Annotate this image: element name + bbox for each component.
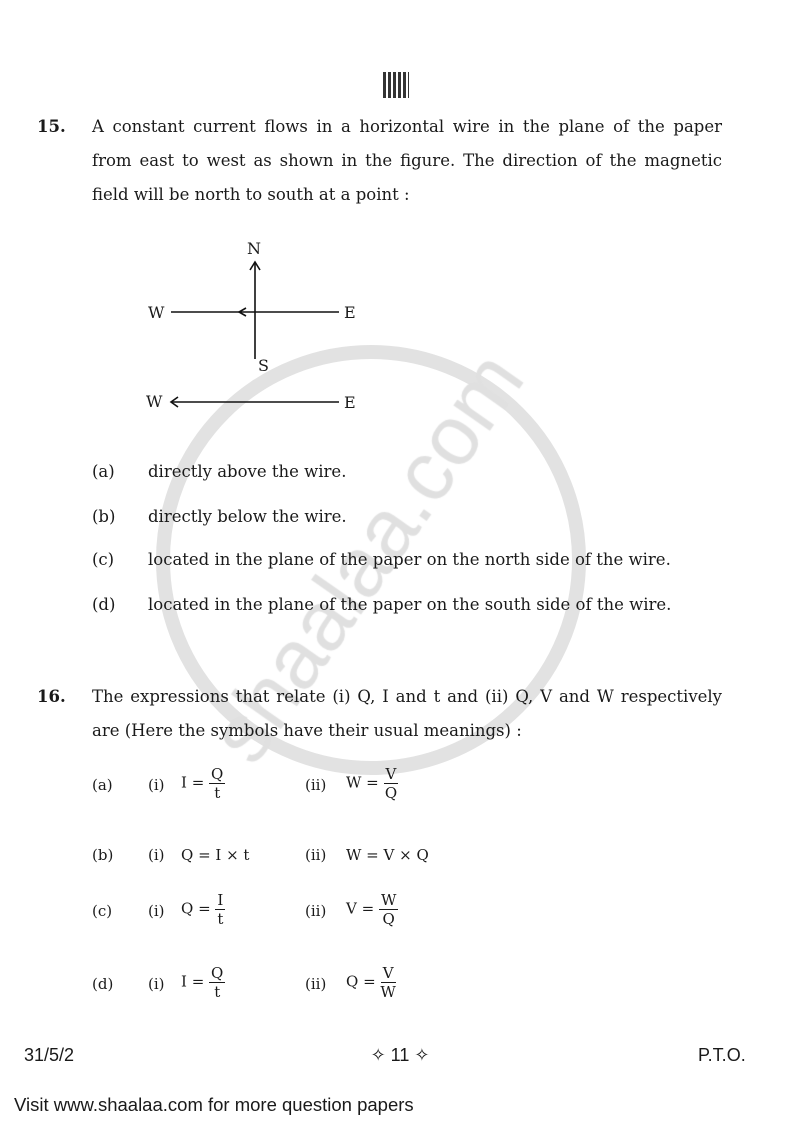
option-text: directly below the wire.: [148, 507, 347, 526]
denominator: t: [214, 784, 221, 802]
option-label: (b): [92, 846, 114, 864]
label-north: N: [247, 239, 261, 258]
lhs: I =: [181, 972, 205, 991]
pto-label: P.T.O.: [698, 1045, 746, 1065]
label-west: W: [146, 392, 163, 411]
part-ii-label: (ii): [305, 846, 327, 864]
fraction: [209, 964, 225, 1001]
lhs: W =: [346, 773, 379, 792]
numerator: Q: [211, 964, 224, 982]
numerator: W: [380, 891, 397, 909]
option-label: (d): [92, 975, 114, 993]
option-label: (c): [92, 902, 113, 920]
part-ii-label: (ii): [305, 902, 327, 920]
label-south: S: [258, 356, 269, 375]
visit-link[interactable]: Visit www.shaalaa.com for more question papers: [14, 1094, 414, 1115]
option-text: located in the plane of the paper on the north side of the wire.: [148, 550, 671, 569]
fraction: [380, 964, 395, 1001]
denominator: t: [214, 983, 221, 1001]
question-text: The expressions that relate (i) Q, I and t and (ii) Q, V and W respectively are (Here the symbols have their usual meanings) :: [92, 687, 722, 740]
denominator: Q: [384, 784, 398, 802]
option-b-part-i: Q = I × t: [181, 846, 250, 864]
fraction: [384, 765, 399, 802]
label-east: E: [344, 393, 356, 412]
page-number: ✧ 11 ✧: [370, 1045, 430, 1065]
option-a-part-i: [181, 765, 225, 802]
lhs: Q =: [346, 972, 376, 991]
part-i-label: (i): [148, 776, 165, 794]
denominator: Q: [382, 910, 395, 928]
question-text: A constant current flows in a horizontal wire in the plane of the paper from east to west as shown in the figure. The direction of the magnetic field will be north to south at a point :: [92, 117, 722, 204]
numerator: I: [217, 891, 224, 909]
option-c-part-i: [181, 891, 225, 928]
numerator: V: [382, 964, 394, 982]
option-c-part-ii: [346, 891, 398, 928]
label-west: W: [148, 303, 165, 322]
option-d-part-ii: [346, 964, 396, 1001]
part-i-label: (i): [148, 975, 165, 993]
option-a-part-ii: [346, 765, 398, 802]
lhs: I =: [181, 773, 205, 792]
fraction: [215, 891, 225, 928]
lhs: V =: [346, 899, 375, 918]
option-b-part-ii: W = V × Q: [346, 846, 429, 864]
numerator: Q: [211, 765, 224, 783]
denominator: t: [217, 910, 224, 928]
numerator: V: [385, 765, 397, 783]
option-label: (a): [92, 462, 115, 481]
option-text: located in the plane of the paper on the south side of the wire.: [148, 595, 672, 614]
option-label: (b): [92, 507, 116, 526]
fraction: [379, 891, 398, 928]
option-label: (d): [92, 595, 116, 614]
lhs: Q =: [181, 899, 211, 918]
label-east: E: [344, 303, 356, 322]
paper-code: 31/5/2: [24, 1045, 75, 1065]
question-number: 16.: [37, 687, 66, 706]
fraction: [209, 765, 225, 802]
question-number: 15.: [37, 117, 66, 136]
option-text: directly above the wire.: [148, 462, 347, 481]
part-ii-label: (ii): [305, 975, 327, 993]
option-label: (c): [92, 550, 115, 569]
denominator: W: [380, 983, 396, 1001]
part-i-label: (i): [148, 902, 165, 920]
option-d-part-i: [181, 964, 225, 1001]
part-ii-label: (ii): [305, 776, 327, 794]
option-label: (a): [92, 776, 113, 794]
part-i-label: (i): [148, 846, 165, 864]
